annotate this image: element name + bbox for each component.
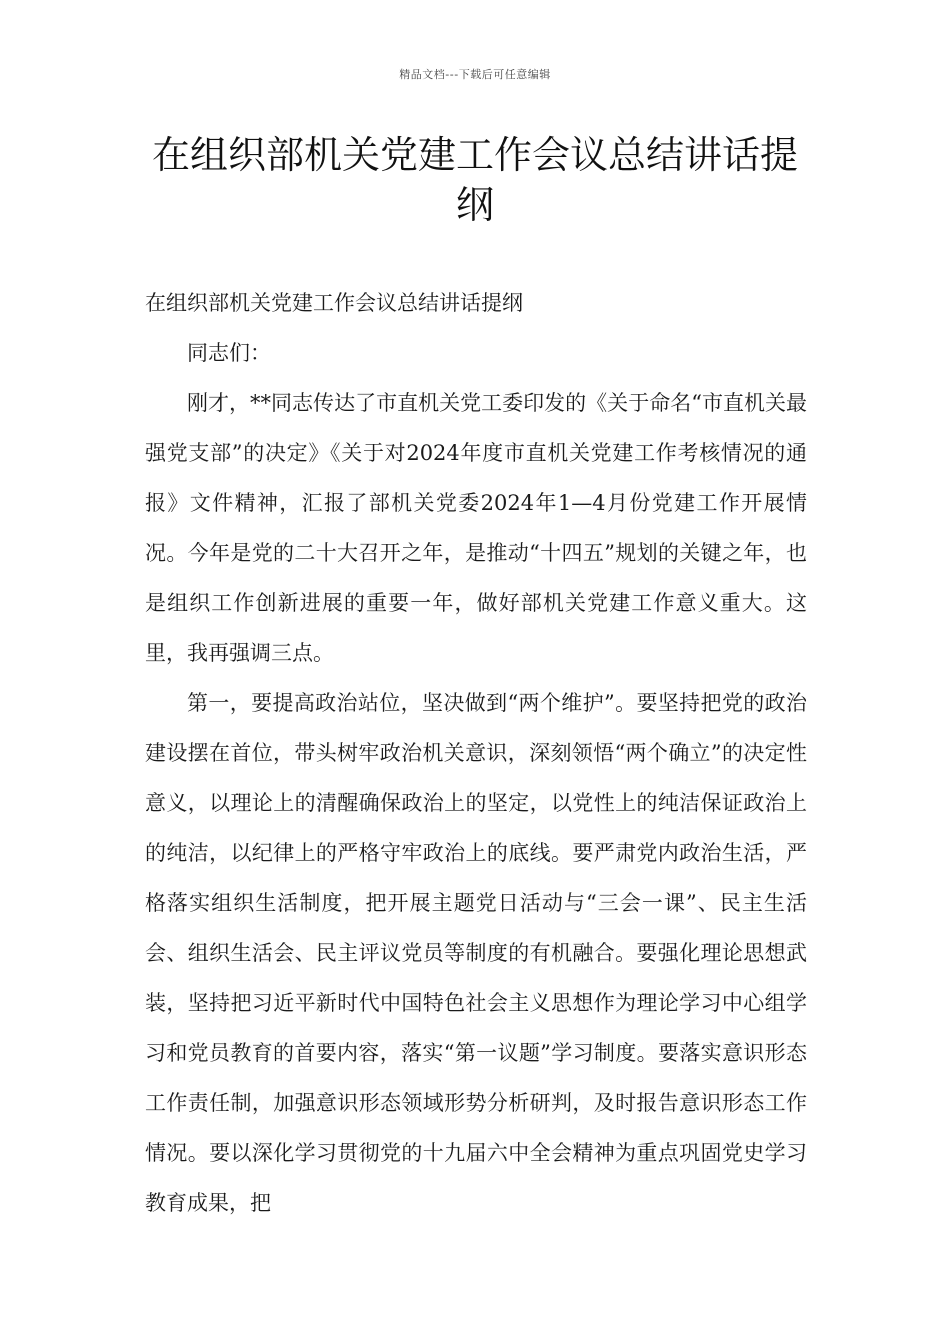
document-subtitle: 在组织部机关党建工作会议总结讲话提纲	[145, 291, 523, 315]
document-title: 在组织部机关党建工作会议总结讲话提纲	[151, 133, 798, 227]
document-body	[145, 278, 807, 1228]
body-paragraph: 刚才，**同志传达了市直机关党工委印发的《关于命名“市直机关最强党支部”的决定》《关于对2024年度市直机关党建工作考核情况的通报》文件精神，汇报了部机关党委2024年1—4月份党建工作开展情况。今年是党的二十大召开之年，是推动“十四五”规划的关键之年，也是组织工作创新进展的重要一年，做好部机关党建工作意义重大。这里，我再强调三点。	[145, 391, 807, 665]
body-paragraph: 第一，要提高政治站位，坚决做到“两个维护”。要坚持把党的政治建设摆在首位，带头树牢政治机关意识，深刻领悟“两个确立”的决定性意义，以理论上的清醒确保政治上的坚定，以党性上的纯洁保证政治上的纯洁，以纪律上的严格守牢政治上的底线。要严肃党内政治生活，严格落实组织生活制度，把开展主题党日活动与“三会一课”、民主生活会、组织生活会、民主评议党员等制度的有机融合。要强化理论思想武装，坚持把习近平新时代中国特色社会主义思想作为理论学习中心组学习和党员教育的首要内容，落实“第一议题”学习制度。要落实意识形态工作责任制，加强意识形态领域形势分析研判，及时报告意识形态工作情况。要以深化学习贯彻党的十九届六中全会精神为重点巩固党史学习教育成果，把	[145, 691, 807, 1215]
salutation: 同志们：	[187, 341, 271, 365]
header-note: 精品文档---下载后可任意编辑	[399, 68, 551, 81]
